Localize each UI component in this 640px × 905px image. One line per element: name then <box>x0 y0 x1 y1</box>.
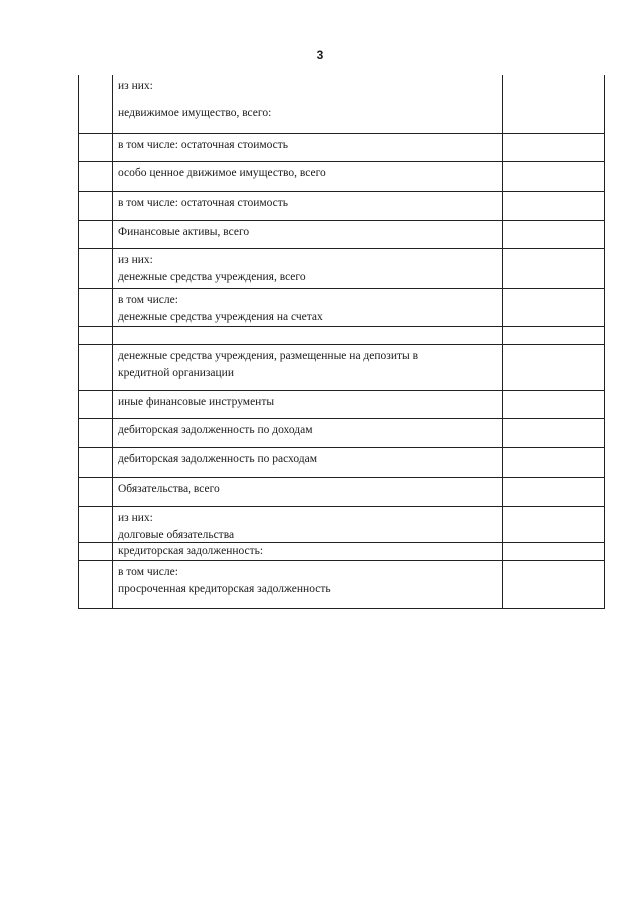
indicator-line: в том числе: остаточная стоимость <box>118 139 289 151</box>
table-row <box>79 448 604 478</box>
indicator-line: просроченная кредиторская задолженность <box>118 583 331 595</box>
indicator-line: Финансовые активы, всего <box>118 226 250 238</box>
value-cell <box>503 289 604 326</box>
indicator-line: из них: <box>118 254 153 266</box>
table-row <box>79 327 604 345</box>
indicator-line: денежные средства учреждения, размещенные на депозиты в <box>118 350 419 362</box>
indicator-line: в том числе: остаточная стоимость <box>118 197 289 209</box>
value-cell <box>503 345 604 390</box>
page-number: 3 <box>316 48 324 62</box>
indicator-line: из них: <box>118 512 153 524</box>
row-number-cell <box>79 249 113 288</box>
table-row <box>79 75 604 134</box>
row-number-cell <box>79 561 113 608</box>
indicator-cell <box>113 561 503 608</box>
table-row <box>79 221 604 249</box>
table-row <box>79 192 604 221</box>
indicator-cell <box>113 75 503 133</box>
indicator-line: дебиторская задолженность по доходам <box>118 424 313 436</box>
indicator-line: в том числе: <box>118 566 178 578</box>
indicator-cell <box>113 192 503 220</box>
indicator-cell <box>113 162 503 191</box>
value-cell <box>503 249 604 288</box>
value-cell <box>503 419 604 447</box>
value-cell <box>503 478 604 506</box>
table-row <box>79 345 604 391</box>
row-number-cell <box>79 289 113 326</box>
indicator-line: дебиторская задолженность по расходам <box>118 453 317 465</box>
row-number-cell <box>79 478 113 506</box>
table-row <box>79 507 604 543</box>
indicator-cell <box>113 345 503 390</box>
indicator-line: долговые обязательства <box>118 529 235 541</box>
value-cell <box>503 162 604 191</box>
row-number-cell <box>79 327 113 344</box>
value-cell <box>503 448 604 477</box>
table-row <box>79 419 604 448</box>
table-row <box>79 478 604 507</box>
indicator-cell <box>113 327 503 344</box>
table-row <box>79 543 604 561</box>
row-number-cell <box>79 507 113 542</box>
indicator-cell <box>113 249 503 288</box>
indicator-line: недвижимое имущество, всего: <box>118 107 272 119</box>
row-number-cell <box>79 75 113 133</box>
indicator-cell <box>113 391 503 418</box>
indicator-cell <box>113 289 503 326</box>
row-number-cell <box>79 543 113 560</box>
table-row <box>79 289 604 327</box>
value-cell <box>503 507 604 542</box>
row-number-cell <box>79 345 113 390</box>
row-number-cell <box>79 192 113 220</box>
row-number-cell <box>79 162 113 191</box>
row-number-cell <box>79 134 113 161</box>
indicator-cell <box>113 419 503 447</box>
indicator-line: иные финансовые инструменты <box>118 396 275 408</box>
indicator-line: Обязательства, всего <box>118 483 220 495</box>
value-cell <box>503 391 604 418</box>
value-cell <box>503 192 604 220</box>
value-cell <box>503 221 604 248</box>
value-cell <box>503 561 604 608</box>
value-cell <box>503 543 604 560</box>
table-row <box>79 249 604 289</box>
indicator-line: кредиторская задолженность: <box>118 545 264 557</box>
row-number-cell <box>79 419 113 447</box>
table-row <box>79 391 604 419</box>
indicator-line: особо ценное движимое имущество, всего <box>118 167 326 179</box>
value-cell <box>503 327 604 344</box>
table-row <box>79 134 604 162</box>
indicator-line: в том числе: <box>118 294 178 306</box>
row-number-cell <box>79 391 113 418</box>
row-number-cell <box>79 448 113 477</box>
financial-indicators-table <box>78 75 605 609</box>
indicator-line: денежные средства учреждения на счетах <box>118 311 323 323</box>
row-number-cell <box>79 221 113 248</box>
table-row <box>79 561 604 608</box>
indicator-cell <box>113 478 503 506</box>
indicator-line: из них: <box>118 80 153 92</box>
indicator-line: кредитной организации <box>118 367 234 379</box>
indicator-cell <box>113 221 503 248</box>
value-cell <box>503 134 604 161</box>
value-cell <box>503 75 604 133</box>
indicator-cell <box>113 134 503 161</box>
indicator-cell <box>113 507 503 542</box>
indicator-line: денежные средства учреждения, всего <box>118 271 306 283</box>
indicator-cell <box>113 448 503 477</box>
table-row <box>79 162 604 192</box>
indicator-cell <box>113 543 503 560</box>
